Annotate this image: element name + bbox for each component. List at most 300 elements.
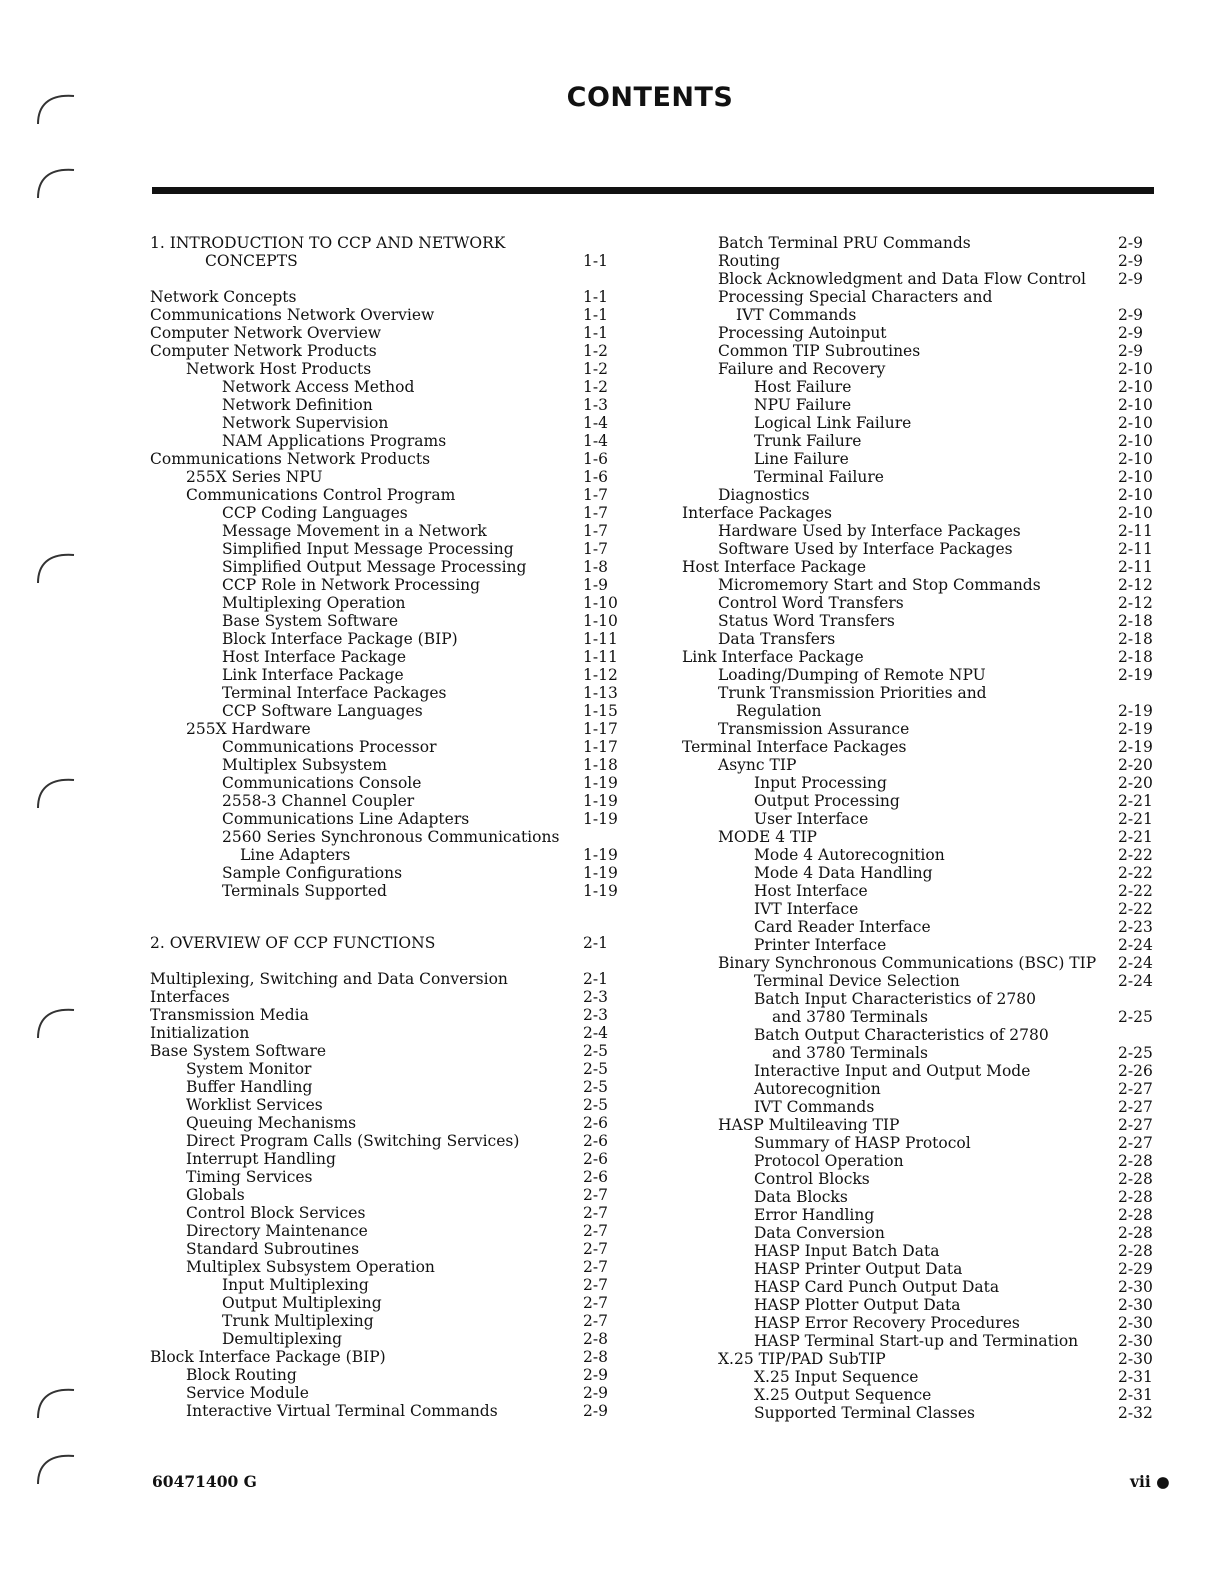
toc-entry[interactable] [150,666,620,684]
toc-entry[interactable] [682,522,1152,540]
toc-entry-title: 2560 Series Synchronous Communications [222,828,560,846]
toc-entry-title: HASP Input Batch Data [754,1242,940,1260]
toc-entry-title: Control Blocks [754,1170,870,1188]
toc-entry[interactable] [150,1222,620,1240]
toc-entry-title: Binary Synchronous Communications (BSC) TIP [718,954,1097,972]
toc-entry-page: 2-9 [1118,342,1143,360]
toc-entry[interactable] [150,1024,620,1042]
toc-entry[interactable] [682,288,1152,306]
toc-entry-page: 2-10 [1118,432,1153,450]
toc-entry[interactable] [682,612,1152,630]
toc-entry[interactable] [150,1402,620,1420]
toc-entry-page: 2-30 [1118,1278,1153,1296]
toc-entry-page: 2-7 [583,1312,608,1330]
toc-entry-title: Service Module [186,1384,309,1402]
toc-entry[interactable] [682,828,1152,846]
toc-entry[interactable] [682,684,1152,702]
toc-entry-page: 2-8 [583,1330,608,1348]
toc-entry[interactable] [682,1296,1152,1314]
punch-mark-icon [34,160,78,200]
toc-entry-page: 1-7 [583,540,608,558]
toc-entry[interactable] [150,648,620,666]
toc-entry[interactable] [682,1188,1152,1206]
toc-entry[interactable] [150,1078,620,1096]
toc-entry-title: Network Concepts [150,288,297,306]
toc-entry[interactable] [682,414,1152,432]
toc-entry[interactable] [150,846,620,864]
toc-entry[interactable] [150,234,620,252]
toc-entry-page: 2-18 [1118,648,1153,666]
toc-entry-page: 1-17 [583,738,618,756]
toc-entry-page: 2-24 [1118,936,1153,954]
toc-entry[interactable] [682,990,1152,1008]
toc-entry[interactable] [150,612,620,630]
toc-entry-page: 2-10 [1118,504,1153,522]
toc-entry-page: 1-19 [583,792,618,810]
toc-entry[interactable] [682,1242,1152,1260]
toc-entry-title: HASP Terminal Start-up and Termination [754,1332,1079,1350]
toc-entry[interactable] [150,1330,620,1348]
toc-entry[interactable] [150,288,620,306]
toc-entry-title: Terminals Supported [222,882,387,900]
toc-entry-page: 1-19 [583,774,618,792]
toc-entry[interactable] [150,630,620,648]
toc-entry-page: 2-7 [583,1294,608,1312]
toc-entry[interactable] [682,468,1152,486]
toc-entry-title: HASP Card Punch Output Data [754,1278,1000,1296]
toc-entry[interactable] [150,342,620,360]
toc-entry[interactable] [150,252,620,270]
toc-entry-title: Trunk Multiplexing [222,1312,374,1330]
toc-entry-title: IVT Commands [736,306,857,324]
toc-entry[interactable] [682,270,1152,288]
toc-entry-page: 1-11 [583,648,618,666]
document-number: 60471400 G [152,1472,257,1491]
toc-entry-title: and 3780 Terminals [772,1044,928,1062]
toc-entry[interactable] [150,414,620,432]
toc-entry-page: 2-20 [1118,756,1153,774]
toc-entry-page: 2-31 [1118,1368,1153,1386]
toc-entry-page: 2-9 [1118,324,1143,342]
toc-entry[interactable] [682,1278,1152,1296]
toc-entry-title: Interfaces [150,988,230,1006]
toc-entry-title: Output Multiplexing [222,1294,382,1312]
toc-entry[interactable] [682,900,1152,918]
toc-entry-page: 1-3 [583,396,608,414]
toc-entry[interactable] [150,988,620,1006]
toc-entry-page: 2-19 [1118,738,1153,756]
toc-entry[interactable] [682,774,1152,792]
toc-entry-title: X.25 Input Sequence [754,1368,919,1386]
toc-entry[interactable] [682,882,1152,900]
toc-entry[interactable] [150,1006,620,1024]
toc-entry-title: Card Reader Interface [754,918,931,936]
toc-entry[interactable] [682,1116,1152,1134]
toc-entry-page: 2-18 [1118,630,1153,648]
toc-entry[interactable] [150,934,620,952]
toc-entry-page: 2-10 [1118,396,1153,414]
toc-entry-title: Regulation [736,702,822,720]
toc-entry[interactable] [150,1348,620,1366]
toc-entry-title: Common TIP Subroutines [718,342,921,360]
toc-entry[interactable] [150,864,620,882]
toc-entry[interactable] [682,1062,1152,1080]
toc-entry-page: 2-22 [1118,900,1153,918]
toc-entry[interactable] [150,1060,620,1078]
toc-entry-title: 2558-3 Channel Coupler [222,792,415,810]
toc-entry-page: 2-10 [1118,414,1153,432]
toc-entry-title: Batch Input Characteristics of 2780 [754,990,1036,1008]
toc-entry-page: 2-27 [1118,1098,1153,1116]
punch-mark-icon [34,1446,78,1486]
toc-entry[interactable] [150,792,620,810]
toc-entry[interactable] [682,324,1152,342]
toc-entry-title: Interface Packages [682,504,833,522]
toc-entry[interactable] [150,576,620,594]
toc-entry[interactable] [150,1384,620,1402]
toc-entry[interactable] [682,846,1152,864]
toc-entry-title: Direct Program Calls (Switching Services) [186,1132,520,1150]
toc-entry-page: 2-11 [1118,558,1153,576]
toc-entry[interactable] [682,1260,1152,1278]
toc-entry[interactable] [150,1258,620,1276]
toc-entry-page: 2-22 [1118,864,1153,882]
toc-entry-page: 1-6 [583,468,608,486]
toc-entry[interactable] [682,936,1152,954]
toc-entry-page: 2-27 [1118,1080,1153,1098]
toc-entry[interactable] [682,1026,1152,1044]
toc-entry-page: 2-9 [583,1366,608,1384]
toc-entry-title: Link Interface Package [682,648,864,666]
toc-entry[interactable] [150,756,620,774]
toc-entry-title: Output Processing [754,792,900,810]
toc-entry-title: Terminal Failure [754,468,884,486]
toc-entry-title: Control Word Transfers [718,594,904,612]
toc-entry[interactable] [150,522,620,540]
toc-entry[interactable] [150,720,620,738]
toc-entry-page: 2-30 [1118,1296,1153,1314]
toc-entry-title: Demultiplexing [222,1330,343,1348]
toc-entry-page: 1-2 [583,342,608,360]
toc-entry-title: 1. INTRODUCTION TO CCP AND NETWORK [150,234,506,252]
toc-entry-page: 2-7 [583,1222,608,1240]
toc-left-column [150,234,620,1420]
toc-entry[interactable] [682,972,1152,990]
toc-entry-title: CCP Role in Network Processing [222,576,481,594]
toc-entry[interactable] [150,1204,620,1222]
punch-mark-icon [34,545,78,585]
toc-entry[interactable] [682,1080,1152,1098]
toc-entry[interactable] [150,1150,620,1168]
toc-entry-title: Host Interface [754,882,868,900]
toc-entry-title: IVT Interface [754,900,859,918]
toc-entry-title: Line Adapters [240,846,351,864]
toc-entry[interactable] [682,486,1152,504]
toc-entry[interactable] [682,450,1152,468]
toc-entry-title: Printer Interface [754,936,887,954]
toc-entry-page: 2-28 [1118,1188,1153,1206]
toc-entry[interactable] [150,1366,620,1384]
toc-entry[interactable] [682,720,1152,738]
toc-entry-title: Mode 4 Data Handling [754,864,933,882]
toc-entry-page: 2-10 [1118,378,1153,396]
toc-entry-page: 2-12 [1118,594,1153,612]
toc-entry-title: CCP Software Languages [222,702,423,720]
toc-entry-page: 2-9 [1118,270,1143,288]
toc-entry-title: Block Interface Package (BIP) [150,1348,386,1366]
toc-entry-title: Message Movement in a Network [222,522,487,540]
punch-mark-icon [34,1000,78,1040]
toc-entry-title: Routing [718,252,781,270]
toc-entry-title: Batch Terminal PRU Commands [718,234,971,252]
toc-entry-page: 1-10 [583,612,618,630]
toc-entry[interactable] [682,432,1152,450]
page-title: CONTENTS [566,82,734,113]
toc-entry[interactable] [150,810,620,828]
toc-entry-page: 2-3 [583,1006,608,1024]
toc-entry[interactable] [150,1114,620,1132]
toc-entry-page: 1-18 [583,756,618,774]
toc-entry[interactable] [150,504,620,522]
toc-entry[interactable] [150,396,620,414]
toc-entry[interactable] [150,970,620,988]
toc-entry-page: 2-4 [583,1024,608,1042]
toc-entry-title: Async TIP [718,756,797,774]
toc-entry-page: 2-9 [583,1402,608,1420]
toc-entry-page: 1-19 [583,882,618,900]
toc-entry[interactable] [150,1132,620,1150]
toc-entry-page: 2-28 [1118,1152,1153,1170]
toc-entry-page: 2-9 [1118,234,1143,252]
toc-entry-page: 1-12 [583,666,618,684]
toc-entry[interactable] [682,504,1152,522]
toc-entry-title: Network Definition [222,396,373,414]
toc-entry[interactable] [682,1098,1152,1116]
toc-entry-page: 2-28 [1118,1242,1153,1260]
toc-entry-page: 1-7 [583,504,608,522]
toc-entry-title: Initialization [150,1024,250,1042]
toc-entry-title: IVT Commands [754,1098,875,1116]
toc-entry-page: 2-19 [1118,702,1153,720]
toc-entry[interactable] [150,1042,620,1060]
toc-entry-page: 2-28 [1118,1224,1153,1242]
toc-entry-title: CCP Coding Languages [222,504,408,522]
toc-entry[interactable] [682,396,1152,414]
toc-entry[interactable] [682,864,1152,882]
toc-entry[interactable] [682,252,1152,270]
toc-entry[interactable] [682,1152,1152,1170]
toc-entry-title: Host Failure [754,378,852,396]
toc-entry[interactable] [150,558,620,576]
toc-entry[interactable] [682,702,1152,720]
toc-entry-title: Loading/Dumping of Remote NPU [718,666,986,684]
toc-entry-page: 1-9 [583,576,608,594]
toc-entry-title: Block Interface Package (BIP) [222,630,458,648]
toc-entry-title: User Interface [754,810,869,828]
toc-entry[interactable] [682,342,1152,360]
toc-entry[interactable] [150,1186,620,1204]
toc-entry[interactable] [150,828,620,846]
punch-mark-icon [34,770,78,810]
toc-entry[interactable] [682,666,1152,684]
toc-entry-page: 2-7 [583,1186,608,1204]
toc-entry-title: HASP Printer Output Data [754,1260,963,1278]
toc-entry[interactable] [150,468,620,486]
toc-entry-title: Buffer Handling [186,1078,313,1096]
toc-entry-title: Interrupt Handling [186,1150,336,1168]
toc-entry[interactable] [150,1096,620,1114]
toc-entry[interactable] [682,1224,1152,1242]
toc-entry-page: 2-25 [1118,1008,1153,1026]
toc-entry[interactable] [150,738,620,756]
toc-entry-page: 2-20 [1118,774,1153,792]
toc-entry[interactable] [150,540,620,558]
toc-entry-title: Hardware Used by Interface Packages [718,522,1021,540]
toc-entry[interactable] [150,882,620,900]
toc-entry[interactable] [682,576,1152,594]
toc-entry-title: Trunk Failure [754,432,862,450]
toc-right-column [682,234,1152,1422]
toc-entry[interactable] [682,954,1152,972]
punch-mark-icon [34,1380,78,1420]
toc-entry[interactable] [682,1404,1152,1422]
toc-entry[interactable] [682,1206,1152,1224]
toc-entry-page: 2-7 [583,1240,608,1258]
toc-entry[interactable] [682,1044,1152,1062]
toc-entry-page: 2-28 [1118,1206,1153,1224]
toc-entry-title: Supported Terminal Classes [754,1404,976,1422]
toc-entry[interactable] [682,1368,1152,1386]
toc-entry[interactable] [150,1294,620,1312]
toc-entry[interactable] [682,594,1152,612]
toc-entry[interactable] [150,360,620,378]
toc-entry-page: 2-29 [1118,1260,1153,1278]
toc-entry[interactable] [682,1386,1152,1404]
toc-entry[interactable] [682,306,1152,324]
toc-entry-title: Interactive Input and Output Mode [754,1062,1031,1080]
toc-entry-title: Communications Control Program [186,486,456,504]
toc-entry-page: 1-1 [583,252,608,270]
toc-entry[interactable] [682,918,1152,936]
toc-entry[interactable] [150,702,620,720]
toc-entry-title: Mode 4 Autorecognition [754,846,945,864]
toc-entry-title: Trunk Transmission Priorities and [718,684,987,702]
toc-entry[interactable] [150,486,620,504]
toc-entry[interactable] [682,1134,1152,1152]
toc-entry[interactable] [682,234,1152,252]
toc-entry-page: 1-4 [583,414,608,432]
toc-entry-title: Input Processing [754,774,887,792]
toc-entry[interactable] [682,792,1152,810]
toc-entry[interactable] [150,684,620,702]
toc-entry-page: 2-8 [583,1348,608,1366]
toc-entry-title: Host Interface Package [682,558,867,576]
toc-entry-page: 2-5 [583,1096,608,1114]
toc-entry-title: Base System Software [150,1042,327,1060]
toc-entry-page: 1-1 [583,306,608,324]
toc-entry-title: Protocol Operation [754,1152,904,1170]
toc-entry-title: X.25 Output Sequence [754,1386,932,1404]
toc-entry[interactable] [682,1008,1152,1026]
toc-entry[interactable] [682,630,1152,648]
toc-entry-page: 2-24 [1118,972,1153,990]
toc-entry-page: 2-22 [1118,882,1153,900]
toc-entry-title: Processing Autoinput [718,324,887,342]
toc-entry[interactable] [682,756,1152,774]
toc-entry[interactable] [150,1312,620,1330]
toc-entry[interactable] [150,324,620,342]
toc-entry[interactable] [682,558,1152,576]
toc-entry[interactable] [682,360,1152,378]
toc-entry-title: Globals [186,1186,245,1204]
toc-entry[interactable] [682,540,1152,558]
toc-entry[interactable] [682,738,1152,756]
toc-entry[interactable] [682,1332,1152,1350]
toc-entry-page: 2-31 [1118,1386,1153,1404]
toc-entry-title: Batch Output Characteristics of 2780 [754,1026,1049,1044]
toc-entry-title: Autorecognition [754,1080,881,1098]
toc-entry[interactable] [150,1168,620,1186]
toc-entry-page: 1-17 [583,720,618,738]
toc-entry-page: 1-8 [583,558,608,576]
section-spacer [150,952,620,970]
toc-entry-title: Error Handling [754,1206,875,1224]
toc-entry-page: 2-6 [583,1132,608,1150]
toc-entry-title: Communications Console [222,774,422,792]
toc-entry[interactable] [682,1314,1152,1332]
toc-entry-title: Diagnostics [718,486,810,504]
toc-entry-title: Multiplexing Operation [222,594,406,612]
toc-entry-title: HASP Error Recovery Procedures [754,1314,1020,1332]
toc-entry-title: Status Word Transfers [718,612,895,630]
toc-entry[interactable] [682,1350,1152,1368]
toc-entry-page: 2-30 [1118,1332,1153,1350]
toc-entry-page: 2-21 [1118,810,1153,828]
toc-entry-page: 2-24 [1118,954,1153,972]
toc-entry-title: Simplified Input Message Processing [222,540,514,558]
toc-entry-title: X.25 TIP/PAD SubTIP [718,1350,886,1368]
toc-entry-title: Network Access Method [222,378,415,396]
toc-entry[interactable] [150,306,620,324]
toc-entry-title: Simplified Output Message Processing [222,558,527,576]
toc-entry[interactable] [150,1240,620,1258]
toc-entry-title: Computer Network Overview [150,324,382,342]
toc-entry[interactable] [682,1170,1152,1188]
toc-entry-page: 2-9 [1118,252,1143,270]
toc-entry-title: HASP Plotter Output Data [754,1296,961,1314]
toc-entry[interactable] [150,450,620,468]
toc-entry[interactable] [150,1276,620,1294]
toc-entry[interactable] [682,810,1152,828]
toc-entry-page: 2-32 [1118,1404,1153,1422]
toc-entry-page: 2-30 [1118,1350,1153,1368]
toc-entry[interactable] [150,594,620,612]
toc-entry-title: Multiplex Subsystem Operation [186,1258,435,1276]
toc-entry-title: Worklist Services [186,1096,323,1114]
toc-entry[interactable] [150,774,620,792]
toc-entry[interactable] [682,378,1152,396]
toc-entry[interactable] [682,648,1152,666]
toc-entry[interactable] [150,378,620,396]
toc-entry-page: 2-6 [583,1114,608,1132]
toc-entry-title: Base System Software [222,612,399,630]
toc-entry-title: Transmission Media [150,1006,309,1024]
toc-entry-title: Micromemory Start and Stop Commands [718,576,1041,594]
toc-entry[interactable] [150,432,620,450]
toc-entry-page: 2-7 [583,1204,608,1222]
toc-entry-page: 2-5 [583,1060,608,1078]
toc-entry-title: Terminal Interface Packages [222,684,447,702]
